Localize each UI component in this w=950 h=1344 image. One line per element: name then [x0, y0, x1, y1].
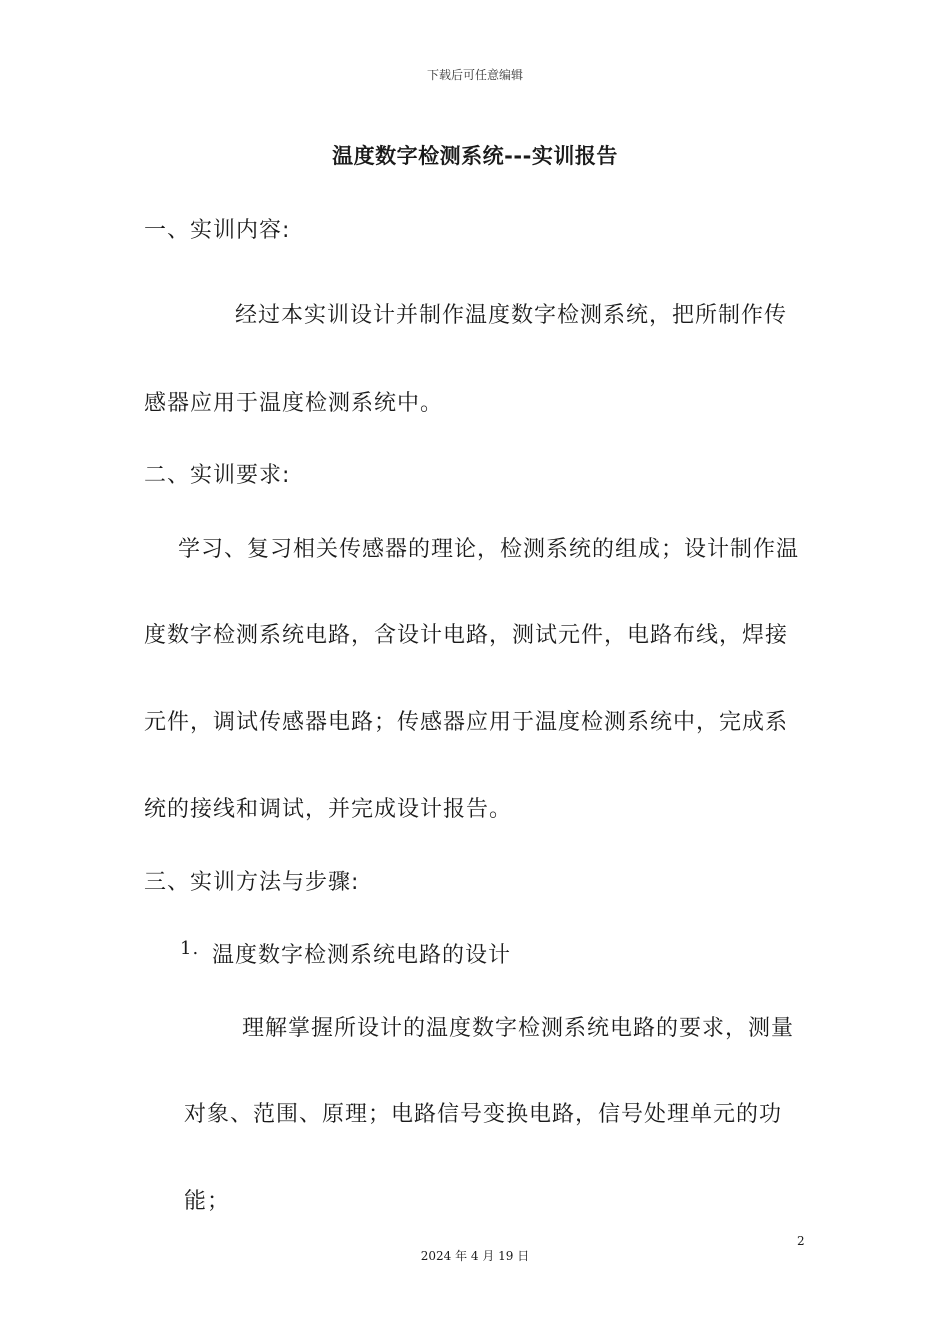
page-number: 2: [797, 1234, 805, 1248]
section-heading-methods: 三、实训方法与步骤:: [144, 870, 360, 895]
paragraph-line: 经过本实训设计并制作温度数字检测系统，把所制作传: [235, 303, 788, 328]
header-note: 下载后可任意编辑: [426, 68, 523, 82]
paragraph-line: 感器应用于温度检测系统中。: [144, 391, 444, 416]
section-heading-requirements: 二、实训要求:: [144, 463, 291, 488]
paragraph-line: 对象、范围、原理；电路信号变换电路，信号处理单元的功: [184, 1102, 783, 1127]
paragraph-line: 度数字检测系统电路，含设计电路，测试元件，电路布线，焊接: [144, 623, 789, 648]
paragraph-line: 理解掌握所设计的温度数字检测系统电路的要求，测量: [242, 1016, 795, 1041]
list-item-number: 1.: [180, 938, 200, 959]
footer-date: 2024 年 4 月 19 日: [420, 1249, 530, 1263]
paragraph-line: 学习、复习相关传感器的理论，检测系统的组成；设计制作温: [178, 537, 800, 562]
section-heading-content: 一、实训内容:: [144, 218, 291, 243]
paragraph-line: 元件，调试传感器电路；传感器应用于温度检测系统中，完成系: [144, 710, 789, 735]
paragraph-line: 能；: [184, 1189, 231, 1214]
document-title: 温度数字检测系统---实训报告: [332, 144, 618, 168]
list-item-label: 温度数字检测系统电路的设计: [212, 943, 512, 968]
paragraph-line: 统的接线和调试，并完成设计报告。: [144, 797, 513, 822]
